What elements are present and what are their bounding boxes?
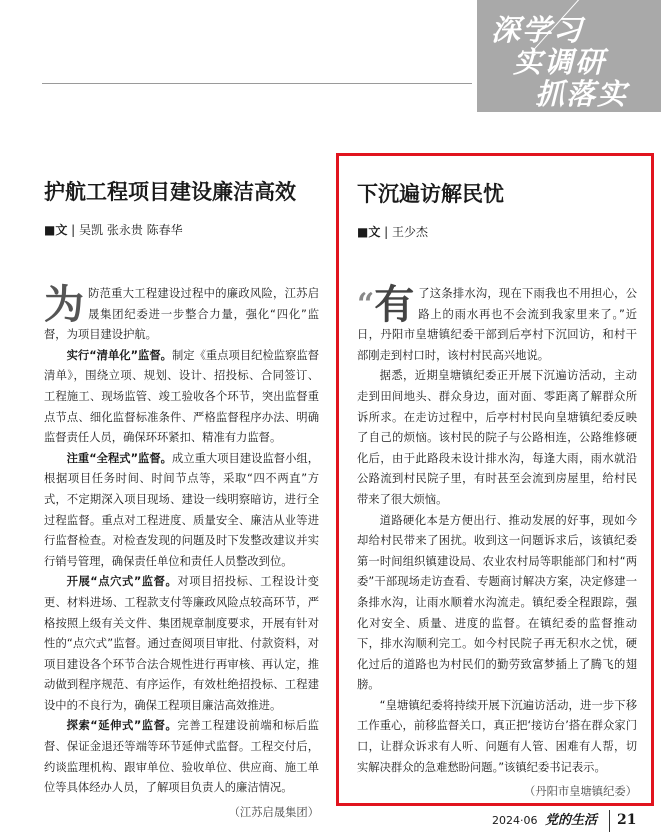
header-rule xyxy=(42,83,472,84)
footer-divider xyxy=(609,810,610,832)
page-footer xyxy=(492,809,637,832)
section-body: 完善工程建设前端和标后监督、保证金退还等端等环节延伸式监督。工程交付后，约谈监理机构、跟审单位、验收单位、供应商、施工单位等具体经办人员，了解项目负责人的廉洁情况。 xyxy=(44,719,319,795)
left-article-body xyxy=(44,281,319,823)
drop-cap-char: 有 xyxy=(374,281,415,328)
page-number: 21 xyxy=(617,812,637,828)
slogan-line-1: 深学习 xyxy=(491,13,585,47)
byline-authors: 吴凯 张永贵 陈春华 xyxy=(79,223,183,237)
body-paragraph: 道路硬化本是方便出行、推动发展的好事，现如今却给村民带来了困扰。收到这一问题诉求后，该镇纪委第一时间组织镇建设局、农业农村局等职能部门和村“两委”干部现场走访查看、专题商讨解决方案，决定修建一条排水沟，让雨水顺着水沟流走。镇纪委全程跟踪，强化对安全、质量、进度的监督。在镇纪委的监督推动下，排水沟顺利完工。如今村民院子再无积水之忧，硬化过后的道路也为村民们的勤劳致富梦插上了腾飞的翅膀。 xyxy=(357,513,637,692)
left-intro-paragraph xyxy=(44,281,319,346)
section-heading: 注重“全程式”监督。 xyxy=(66,451,172,465)
byline-mark: ■文 xyxy=(44,223,68,237)
section-body: 对项目招投标、工程设计变更、材料进场、工程款支付等廉政风险点较高环节，严格按照上级有关文件、集团规章制度要求，开展有针对性的“点穴式”监督。通过查阅项目审批、付款资料，对项目建设各个环节合法合规性进行再审核、再认定，推动做到程序规范、有序运作，有效杜绝招投标、工程建设中的不良行为，确保工程项目廉洁高效推进。 xyxy=(44,575,319,712)
drop-cap xyxy=(357,281,415,328)
section-heading: 开展“点穴式”监督。 xyxy=(66,575,178,589)
intro-text: 防范重大工程建设过程中的廉政风险，江苏启晟集团纪委进一步整合力量，强化“四化”监督，为项目建设护航。 xyxy=(44,287,319,342)
right-lead-paragraph xyxy=(357,281,637,366)
right-article-title: 下沉遍访解民忧 xyxy=(357,181,504,206)
right-article-body xyxy=(357,281,637,803)
lead-text: 了这条排水沟，现在下雨我也不用担心，公路上的雨水再也不会流到我家里来了。”近日，丹阳市皇塘镇纪委干部到后亭村下沉回访，和村干部刚走到村口时，该村村民高兴地说。 xyxy=(357,287,637,362)
section-paragraph xyxy=(44,716,319,798)
left-article-byline xyxy=(44,221,183,238)
section-paragraph xyxy=(44,572,319,716)
body-paragraph: “皇塘镇纪委将持续开展下沉遍访活动，进一步下移工作重心，前移监督关口，真正把‘接访台’搭在群众家门口，让群众诉求有人听、问题有人管、困难有人帮，切实解决群众的急难愁盼问题。”该镇纪委书记表示。 xyxy=(357,698,637,774)
section-heading: 探索“延伸式”监督。 xyxy=(66,719,178,733)
section-body: 成立重大项目建设监督小组，根据项目任务时间、时间节点等，采取“四不两直”方式，不定期深入项目现场、建设一线明察暗访，进行全过程监督。重点对工程进度、质量安全、廉洁从业等进行监督检查。对检查发现的问题及时下发整改建议并实行销号管理，确保责任单位和责任人员整改到位。 xyxy=(44,451,319,568)
byline-separator: | xyxy=(384,225,389,239)
open-quote-mark: “ xyxy=(357,287,375,322)
section-body: 制定《重点项目纪检监察监督清单》，围绕立项、规划、设计、招投标、合同签订、工程施工、现场监管、竣工验收各个环节，突出监督重点节点、细化监督标准条件、严格监督程序办法、明确监督责任人员，确保环环紧扣、精准有力监督。 xyxy=(44,348,319,445)
slogan-line-2: 实调研 xyxy=(513,45,607,79)
byline-separator: | xyxy=(71,223,76,237)
byline-mark: ■文 xyxy=(357,225,381,239)
left-article-source: （江苏启晟集团） xyxy=(228,805,319,819)
right-article-source: （丹阳市皇塘镇纪委） xyxy=(524,785,637,799)
byline-author: 王少杰 xyxy=(392,225,429,239)
issue-date: 2024·06 xyxy=(492,814,538,827)
right-article-byline xyxy=(357,223,428,240)
body-paragraph: 据悉，近期皇塘镇纪委正开展下沉遍访活动，主动走到田间地头、群众身边，面对面、零距离了解群众所诉所求。在走访过程中，后亭村村民向皇塘镇纪委反映了自己的烦恼。该村民的院子与公路相连，公路维修硬化后，由于此路段未设计排水沟，每逢大雨，雨水就沿公路流到村民院子里，有时甚至会流到房屋里，给村民带来了很大烦恼。 xyxy=(357,369,637,506)
left-article-title: 护航工程项目建设廉洁高效 xyxy=(44,179,296,204)
section-paragraph xyxy=(44,346,319,449)
slogan-line-3: 抓落实 xyxy=(535,77,629,111)
magazine-name: 党的生活 xyxy=(545,813,598,828)
drop-cap: 为 xyxy=(44,281,84,328)
section-paragraph xyxy=(44,449,319,573)
section-heading: 实行“清单化”监督。 xyxy=(66,348,172,362)
column-slogan-block xyxy=(477,0,661,112)
